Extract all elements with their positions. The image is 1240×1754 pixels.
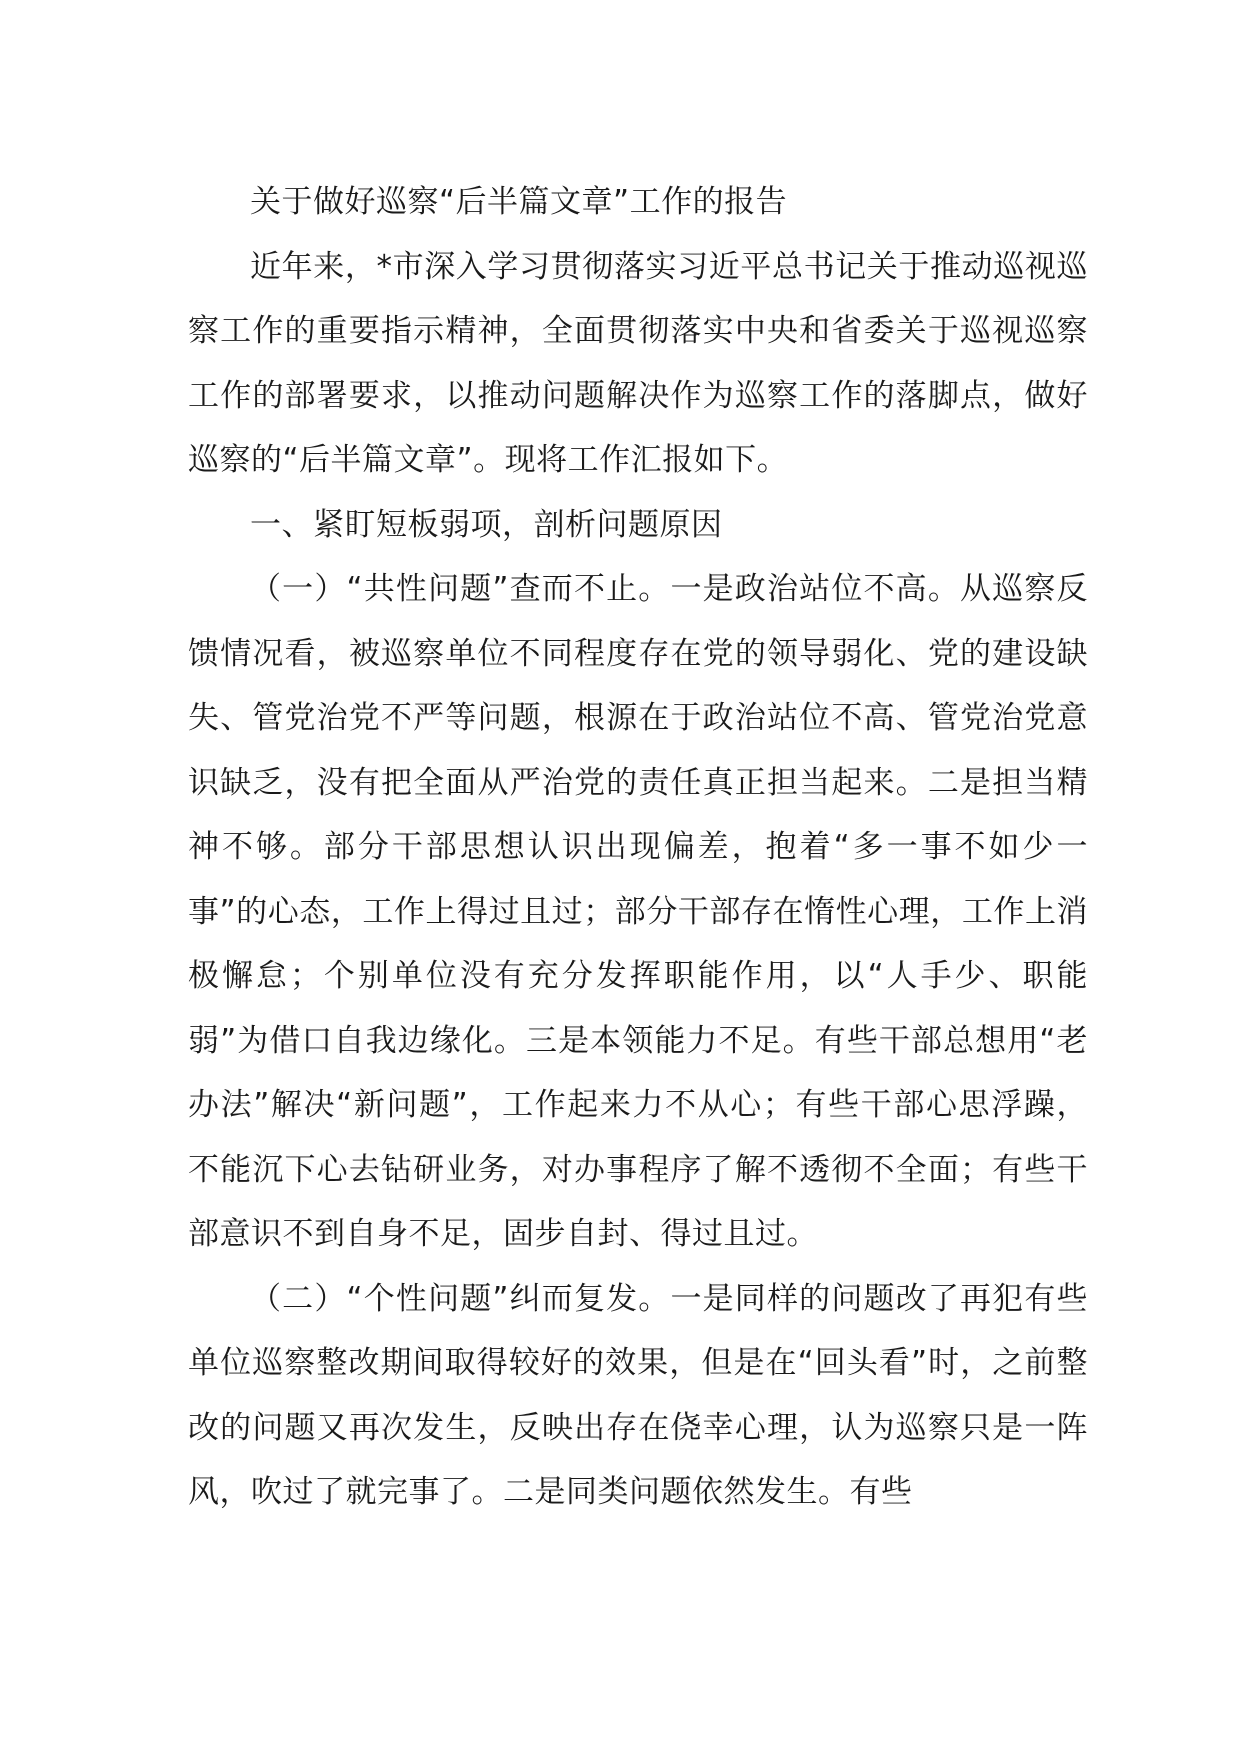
- document-body: [188, 170, 1088, 1525]
- subsection-paragraph: （二）“个性问题”纠而复发。一是同样的问题改了再犯有些单位巡察整改期间取得较好的效果，但是在“回头看”时，之前整改的问题又再次发生，反映出存在侥幸心理，认为巡察只是一阵风，吹过了就完事了。二是同类问题依然发生。有些: [188, 1280, 1088, 1510]
- section-heading: 一、紧盯短板弱项，剖析问题原因: [250, 506, 723, 543]
- intro-paragraph: 近年来，*市深入学习贯彻落实习近平总书记关于推动巡视巡察工作的重要指示精神，全面贯彻落实中央和省委关于巡视巡察工作的部署要求，以推动问题解决作为巡察工作的落脚点，做好巡察的“后半篇文章”。现将工作汇报如下。: [188, 248, 1088, 478]
- subsection-paragraph: （一）“共性问题”查而不止。一是政治站位不高。从巡察反馈情况看，被巡察单位不同程度存在党的领导弱化、党的建设缺失、管党治党不严等问题，根源在于政治站位不高、管党治党意识缺乏，没有把全面从严治党的责任真正担当起来。二是担当精神不够。部分干部思想认识出现偏差，抱着“多一事不如少一事”的心态，工作上得过且过；部分干部存在惰性心理，工作上消极懈怠；个别单位没有充分发挥职能作用，以“人手少、职能弱”为借口自我边缘化。三是本领能力不足。有些干部总想用“老办法”解决“新问题”，工作起来力不从心；有些干部心思浮躁，不能沉下心去钻研业务，对办事程序了解不透彻不全面；有些干部意识不到自身不足，固步自封、得过且过。: [188, 571, 1088, 1252]
- document-title: 关于做好巡察“后半篇文章”工作的报告: [250, 184, 788, 220]
